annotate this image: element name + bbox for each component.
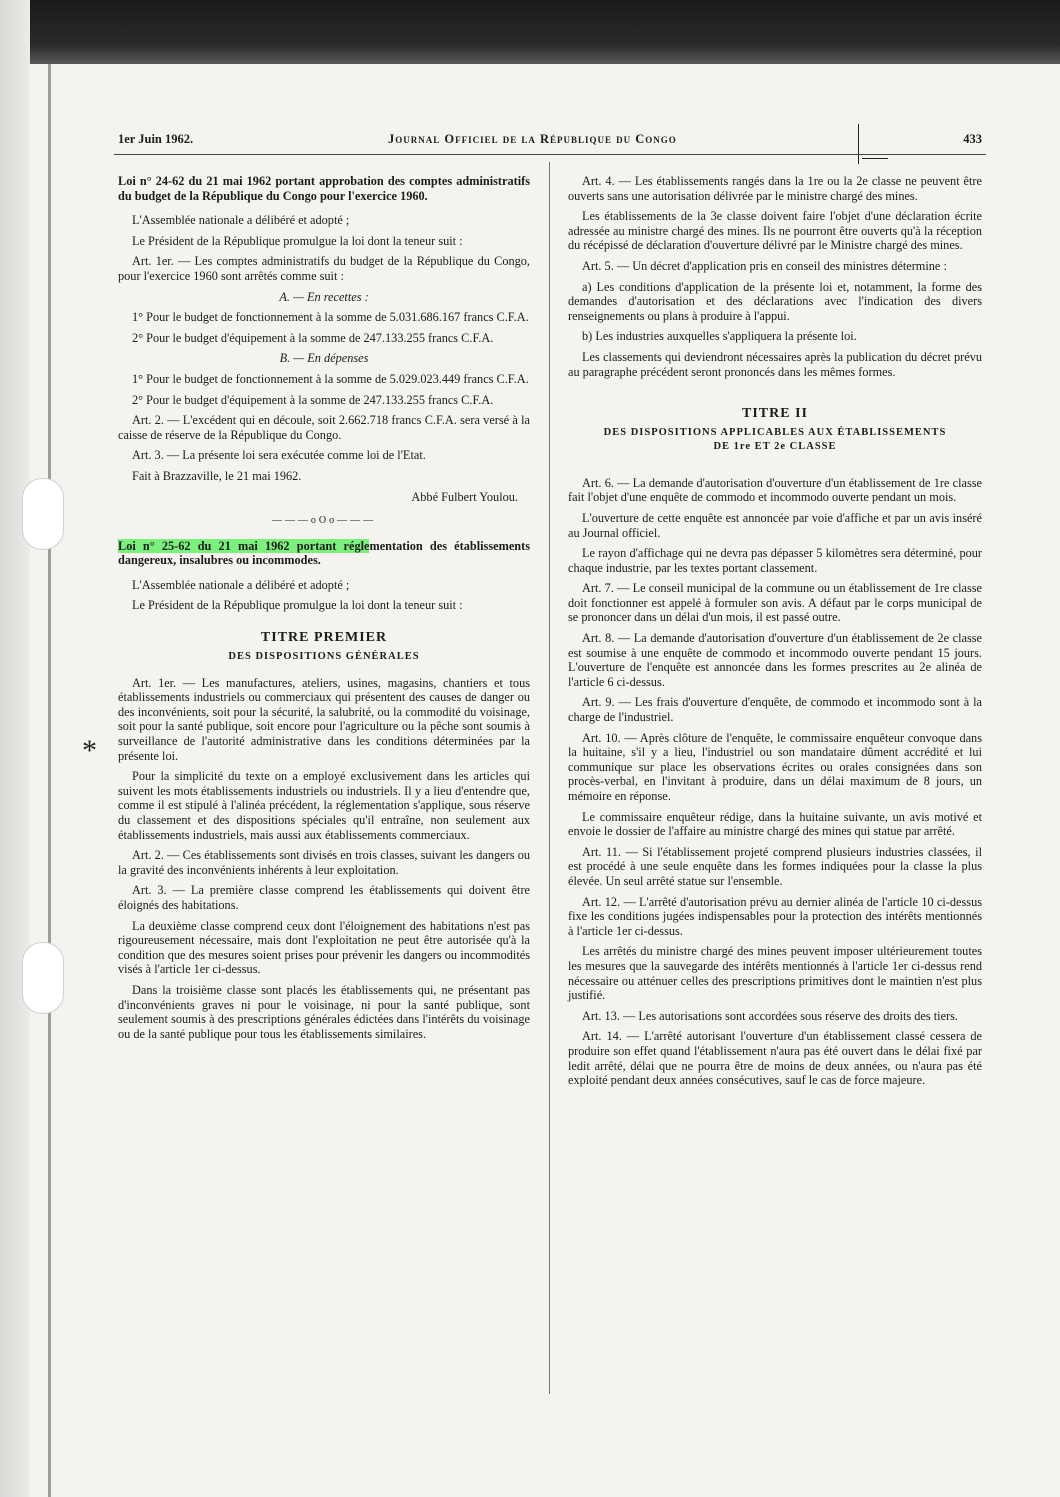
article-2: Art. 2. — Ces établissements sont divisés en trois classes, suivant les dangers ou la gravité des inconvénients inhérents à leur exploitation. bbox=[118, 848, 530, 877]
paragraph: Le commissaire enquêteur rédige, dans la huitaine suivante, un avis motivé et envoie le dossier de l'affaire au ministre chargé des mines qui statue par arrêté. bbox=[568, 809, 982, 839]
titre-ii-subtitle-line2: DE 1re ET 2e CLASSE bbox=[713, 440, 837, 452]
paragraph: L'ouverture de cette enquête est annoncée par voie d'affiche et par un avis inséré au Journal officiel. bbox=[568, 510, 982, 540]
article-5: Art. 5. — Un décret d'application pris en conseil des ministres détermine : bbox=[582, 258, 947, 273]
titre-premier-subtitle: DES DISPOSITIONS GÉNÉRALES bbox=[228, 650, 420, 662]
title-rest: mentation des établissements dangereux, insalubres ou incommodes. bbox=[118, 538, 531, 568]
signature: Abbé Fulbert Youlou. bbox=[411, 489, 518, 504]
paragraph: Le Président de la République promulgue la loi dont la teneur suit : bbox=[132, 598, 463, 613]
paragraph: L'Assemblée nationale a délibéré et adopté ; bbox=[132, 213, 350, 228]
paragraph: 2° Pour le budget d'équipement à la somme de 247.133.255 francs C.F.A. bbox=[132, 330, 494, 345]
article-12: Art. 12. — L'arrêté d'autorisation prévu au dernier alinéa de l'article 10 ci-dessus fixe les conditions jugées indispensables pour la protection des intérêts mentionnés à l'article 1er ci-dessus. bbox=[568, 894, 982, 938]
titre-ii-subtitle-line1: DES DISPOSITIONS APPLICABLES AUX ÉTABLISSEMENTS bbox=[603, 426, 947, 438]
page-header bbox=[118, 132, 988, 152]
article-3: Art. 3. — La première classe comprend les établissements qui doivent être éloignés des habitations. bbox=[118, 883, 530, 912]
paragraph: a) Les conditions d'application de la présente loi et, notamment, la forme des demandes d'autorisation et des déclarations avec l'indication des divers renseignements ou plans à produire à l'appui. bbox=[568, 279, 982, 323]
header-rule bbox=[114, 154, 986, 155]
paragraph: Le Président de la République promulgue la loi dont la teneur suit : bbox=[132, 233, 463, 248]
titre-ii: TITRE II bbox=[742, 406, 808, 422]
left-column bbox=[118, 174, 530, 1047]
paragraph: 1° Pour le budget de fonctionnement à la somme de 5.029.023.449 francs C.F.A. bbox=[132, 371, 529, 386]
margin-asterisk: * bbox=[82, 734, 97, 767]
article-7: Art. 7. — Le conseil municipal de la commune ou un établissement de 1re classe doit fonctionner est appelé à formuler son avis. A défaut par le corps municipal de se prononcer dans un délai d'un mois, il est passé outre. bbox=[568, 581, 982, 625]
scan-dark-edge bbox=[0, 0, 1060, 64]
right-column bbox=[568, 174, 982, 1094]
article-1: Art. 1er. — Les comptes administratifs du budget de la République du Congo, pour l'exercice 1960 sont arrêtés comme suit : bbox=[118, 254, 530, 283]
article-14: Art. 14. — L'arrêté autorisant l'ouverture d'un établissement classé cessera de produire son effet quand l'établissement n'aura pas été ouvert dans le délai fixé par ledit arrêté, délai que ne pourra être de moins de deux années, ou n'aura pas été exploité pendant deux années consécutives, sauf le cas de force majeure. bbox=[568, 1029, 982, 1088]
paragraph: Dans la troisième classe sont placés les établissements qui, ne présentant pas d'inconvénients graves ni pour le voisinage, ni pour la santé publique, sont seulement soumis à des prescriptions générales édictées dans l'intérêts du voisinage ou de la santé publique pour tous les établissements similaires. bbox=[118, 982, 530, 1041]
header-journal-title: Journal Officiel de la République du Congo bbox=[388, 132, 677, 146]
article-13: Art. 13. — Les autorisations sont accordées sous réserve des droits des tiers. bbox=[582, 1008, 958, 1023]
separator: ———oOo——— bbox=[271, 515, 377, 527]
article-4: Art. 4. — Les établissements rangés dans la 1re ou la 2e classe ne peuvent être ouverts sans une autorisation délivrée par le ministre chargé des mines. bbox=[568, 174, 982, 203]
paragraph: Le rayon d'affichage qui ne devra pas dépasser 5 kilomètres sera déterminé, pour chaque industrie, par les textes portant classement. bbox=[568, 546, 982, 575]
titre-premier: TITRE PREMIER bbox=[260, 630, 388, 646]
column-divider bbox=[549, 162, 550, 1394]
binding-line bbox=[48, 60, 51, 1497]
article-10: Art. 10. — Après clôture de l'enquête, le commissaire enquêteur convoque dans la huitaine, s'il y a lieu, l'industriel ou son mandataire dûment accrédité et lui communique sur place les observations écrites ou orales consignées dans son procès-verbal, en l'invitant à produire, dans un délai maximum de 8 jours, un mémoire en réponse. bbox=[568, 730, 982, 803]
section-depenses: B. — En dépenses bbox=[279, 351, 369, 366]
law-24-62-title: Loi n° 24-62 du 21 mai 1962 portant approbation des comptes administratifs du budget de la République du Congo pour l'exercice 1960. bbox=[118, 174, 530, 203]
handwritten-mark-underline bbox=[862, 158, 888, 159]
paragraph: Les arrêtés du ministre chargé des mines peuvent imposer ultérieurement toutes les mesures que la sauvegarde des intérêts mentionnés à l'article 1er ci-dessus rend nécessaire ou atténuer celles des prescriptions primitives dont le maintien n'est plus justifié. bbox=[568, 944, 982, 1003]
article-11: Art. 11. — Si l'établissement projeté comprend plusieurs industries classées, il est procédé à une seule enquête dans les formes indiquées pour la classe la plus élevée. Un seul arrêté statue sur l'ensemble. bbox=[568, 844, 982, 888]
punch-hole-lower bbox=[22, 942, 64, 1014]
section-recettes: A. — En recettes : bbox=[279, 289, 369, 304]
article-1: Art. 1er. — Les manufactures, ateliers, usines, magasins, chantiers et tous établissements industriels ou commerciaux qui présentent des causes de danger ou des inconvénients, soit pour la sécurité, la salubrité, ou la commodité du voisinage, soit pour la santé publique, soit encore pour l'agriculture ou la pêche sont soumis à surveillance de l'autorité administrative dans les conditions déterminées par la présente loi. bbox=[118, 675, 530, 763]
header-page-number: 433 bbox=[963, 132, 982, 146]
punch-hole-upper bbox=[22, 478, 64, 550]
paragraph: Les établissements de la 3e classe doivent faire l'objet d'une déclaration écrite adressée au ministre chargé des mines. Ils ne pourront être ouverts qu'à la réception du récépissé de déclaration d'ouverture délivré par le Ministre chargé des mines. bbox=[568, 209, 982, 253]
scan-left-edge bbox=[0, 0, 30, 1497]
header-date: 1er Juin 1962. bbox=[118, 132, 194, 146]
article-6: Art. 6. — La demande d'autorisation d'ouverture d'un établissement de 1re classe fait l'objet d'une enquête de commodo et incommodo ouverte pendant un mois. bbox=[568, 475, 982, 505]
titre-ii-subtitle bbox=[568, 426, 982, 454]
article-8: Art. 8. — La demande d'autorisation d'ouverture d'un établissement de 2e classe est soumise à une enquête de commodo et incommodo ouverte pendant 15 jours. L'ouverture de l'enquête est annoncée dans les formes prescrites au 2e alinéa de l'article 6 ci-dessus. bbox=[568, 631, 982, 689]
paragraph: L'Assemblée nationale a délibéré et adopté ; bbox=[132, 577, 350, 592]
paragraph: Pour la simplicité du texte on a employé exclusivement dans les articles qui suivent les mots établissements industriels ou industriels. Il y a lieu d'entendre que, comme il est stipulé à l'alinéa précédent, la réglementation s'applique, sous réserve du classement et des dispositions spéciales qu'il entraîne, non seulement aux établissements industriels, mais aussi aux établissements commerciaux. bbox=[118, 769, 530, 842]
paragraph: La deuxième classe comprend ceux dont l'éloignement des habitations n'est pas rigoureusement nécessaire, mais dont l'exploitation ne peut être autorisée qu'à la condition que des mesures soient prises pour prévenir les dangers ou incommodités visés à l'article 1er ci-dessus. bbox=[118, 918, 530, 977]
highlighted-title: Loi n° 25-62 du 21 mai 1962 portant régle bbox=[118, 538, 370, 553]
paragraph: Les classements qui deviendront nécessaires après la publication du décret prévu au paragraphe précédent seront prononcés dans les mêmes formes. bbox=[568, 349, 982, 379]
done-at: Fait à Brazzaville, le 21 mai 1962. bbox=[132, 468, 302, 483]
article-3: Art. 3. — La présente loi sera exécutée comme loi de l'Etat. bbox=[132, 448, 426, 463]
article-2: Art. 2. — L'excédent qui en découle, soit 2.662.718 francs C.F.A. sera versé à la caisse de réserve de la République du Congo. bbox=[118, 413, 530, 442]
article-9: Art. 9. — Les frais d'ouverture d'enquête, de commodo et incommodo sont à la charge de l'industriel. bbox=[568, 695, 982, 725]
paragraph: 1° Pour le budget de fonctionnement à la somme de 5.031.686.167 francs C.F.A. bbox=[132, 310, 529, 325]
law-25-62-title bbox=[118, 539, 530, 568]
paragraph: 2° Pour le budget d'équipement à la somme de 247.133.255 francs C.F.A. bbox=[132, 392, 494, 407]
paragraph: b) Les industries auxquelles s'appliquera la présente loi. bbox=[582, 329, 857, 344]
